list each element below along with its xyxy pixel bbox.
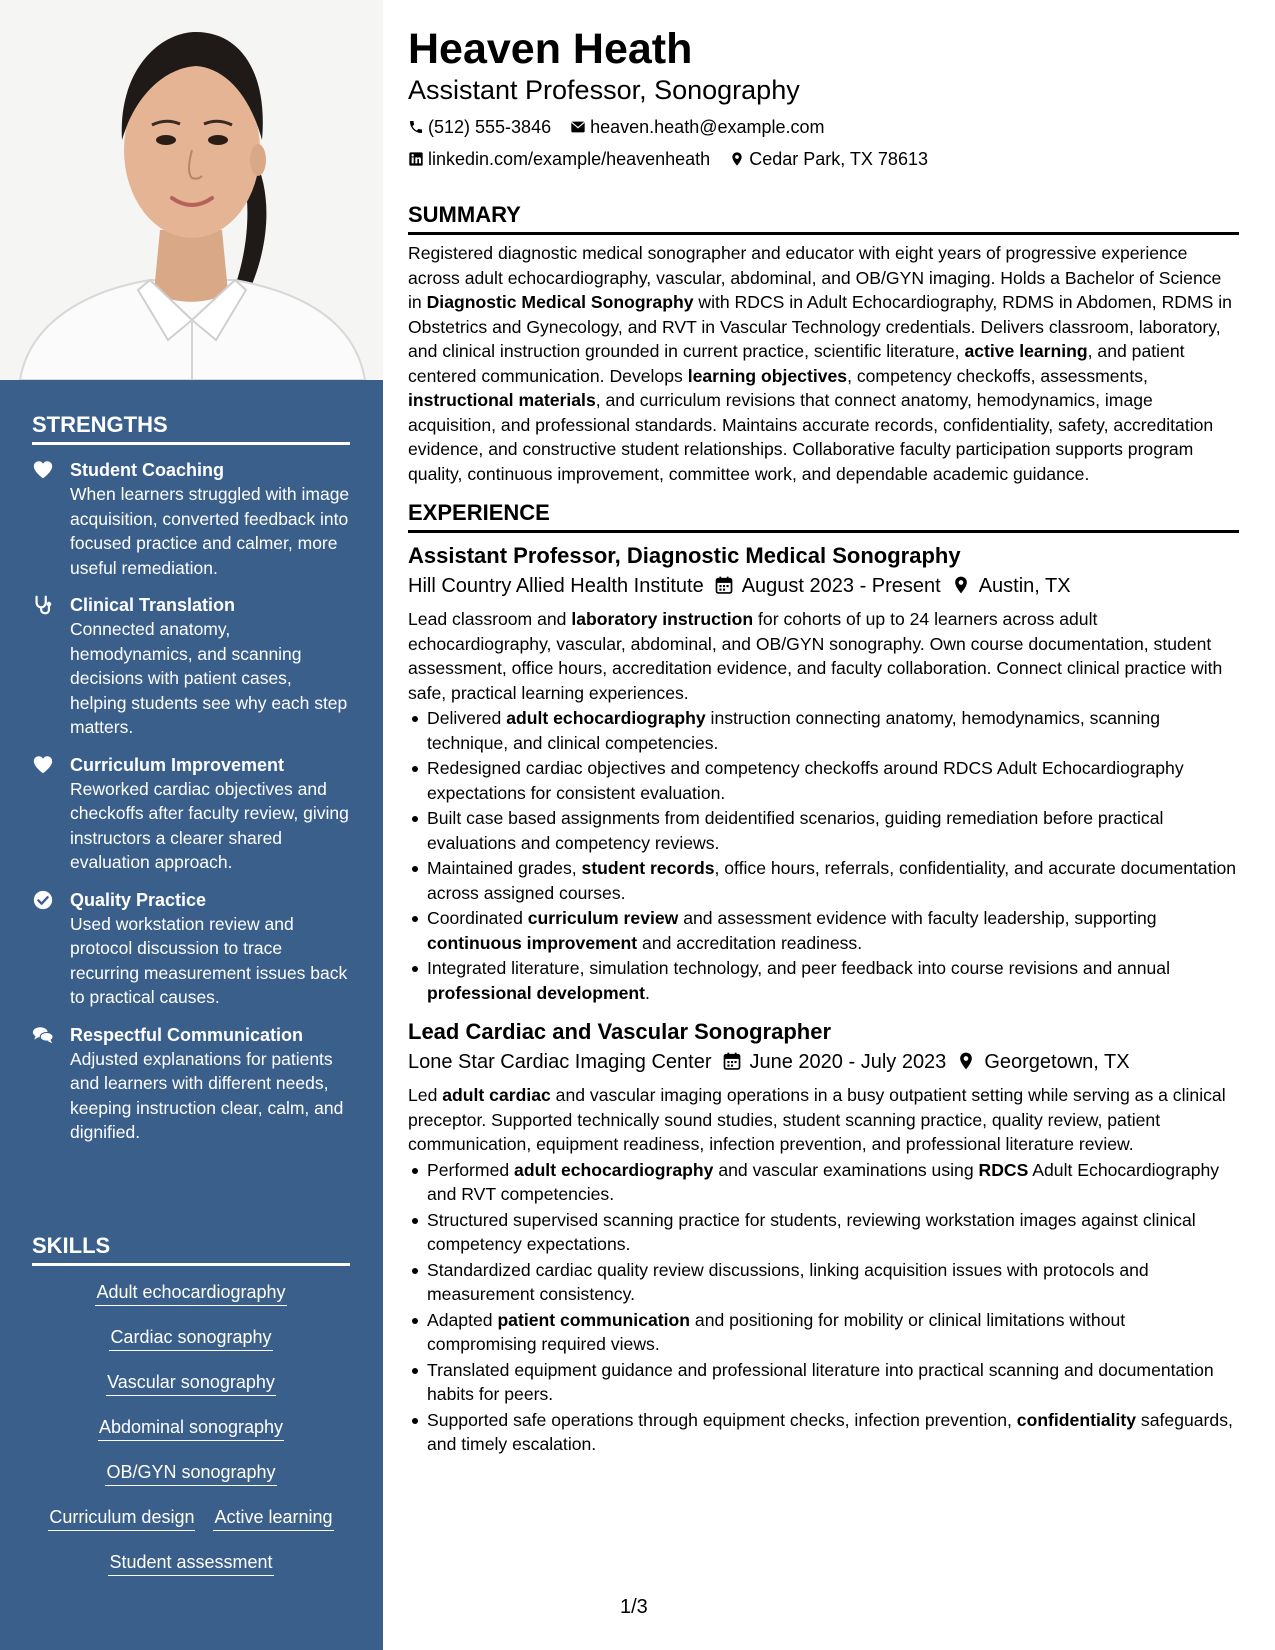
bullet-emphasis: adult echocardiography: [506, 708, 706, 728]
job-description: [408, 607, 1239, 705]
strength-title: Curriculum Improvement: [70, 754, 285, 775]
experience-heading: EXPERIENCE: [408, 500, 1239, 533]
strength-title: Clinical Translation: [70, 595, 236, 615]
map-pin-icon: [956, 1051, 976, 1071]
bullet-text: Structured supervised scanning practice for students, reviewing workstation images against clinical competency expectations.: [427, 1209, 1196, 1254]
strength-item: [32, 458, 350, 580]
bullet-text: Adapted: [427, 1309, 498, 1330]
bullet-text: Built case based assignments from deidentified scenarios, guiding remediation before practical evaluations and competency reviews.: [427, 808, 1164, 853]
summary-emphasis: active learning: [964, 341, 1088, 361]
phone-icon: [408, 119, 424, 135]
bullet-emphasis: confidentiality: [1016, 1409, 1137, 1430]
job-bullets: [408, 1158, 1239, 1457]
bullet-text: Supported safe operations through equipment checks, infection prevention,: [427, 1409, 1017, 1430]
skill-tag: Curriculum design: [48, 1505, 195, 1531]
profile-photo: [0, 0, 383, 380]
bullet-item: [408, 1258, 1239, 1307]
desc-text: and vascular imaging operations in a busy outpatient setting while serving as a clinical preceptor. Supported technically sound studies, student scanning practice, quality review, patient communication, equipment readiness, infection prevention, and professional literature review.: [408, 1085, 1226, 1154]
employer: Hill Country Allied Health Institute: [408, 575, 704, 597]
map-pin-icon: [951, 575, 971, 595]
bullet-text: Delivered: [427, 708, 507, 728]
job-entry: [408, 541, 1239, 1005]
bullet-emphasis: curriculum review: [527, 908, 679, 928]
bullet-item: [408, 1208, 1239, 1257]
job-location: Austin, TX: [978, 575, 1071, 597]
bullet-item: [408, 956, 1239, 1005]
skill-tag: Abdominal sonography: [98, 1415, 284, 1441]
bullet-text: Adult Echocardiography and RVT competencies.: [427, 1159, 1220, 1204]
strength-title: Student Coaching: [70, 460, 224, 480]
skill-tag: Cardiac sonography: [109, 1325, 272, 1351]
desc-text: Lead classroom and: [408, 609, 572, 629]
strength-description: When learners struggled with image acquisition, converted feedback into focused practice and calmer, more useful remediation.: [70, 484, 350, 578]
bullet-text: .: [645, 982, 650, 1003]
check-circle-icon: [32, 889, 54, 911]
strength-item: [32, 593, 350, 740]
comments-icon: [32, 1024, 54, 1046]
strength-title: Respectful Communication: [70, 1024, 304, 1045]
desc-text: for cohorts of up to 24 learners across adult echocardiography, vascular, abdominal, and OB/GYN sonography. Own course documentation, student assessment, office hours, accreditation evidence, and faculty collaboration. Connect clinical practice with safe, practical learning experiences.: [408, 609, 1223, 703]
email-text: heaven.heath@example.com: [590, 117, 825, 137]
desc-text: Led: [408, 1085, 443, 1105]
summary-heading: SUMMARY: [408, 202, 1239, 235]
job-bullets: [408, 706, 1239, 1005]
job-title: Lead Cardiac and Vascular Sonographer: [408, 1019, 832, 1044]
stethoscope-icon: [32, 594, 54, 616]
skill-tag: Student assessment: [108, 1550, 273, 1576]
bullet-text: Coordinated: [427, 908, 528, 928]
bullet-emphasis: professional development: [427, 982, 646, 1003]
main-content: [408, 22, 1239, 1458]
bullet-text: and positioning for mobility or clinical limitations without compromising required views.: [427, 1309, 1126, 1354]
bullet-item: [408, 806, 1239, 855]
strengths-heading: STRENGTHS: [32, 412, 350, 445]
job-meta: [408, 571, 1239, 601]
summary-text: , and curriculum revisions that connect anatomy, hemodynamics, image acquisition, and professional standards. Maintains accurate records, confidentiality, safety, accreditation evidence, and constructive student relationships. Collaborative faculty participation supports program quality, continuous improvement, committee work, and dependable academic guidance.: [408, 390, 1214, 484]
phone-text: (512) 555-3846: [428, 117, 552, 137]
skill-tag: Adult echocardiography: [95, 1280, 286, 1306]
bullet-item: [408, 756, 1239, 805]
bullet-text: instruction connecting anatomy, hemodynamics, scanning technique, and clinical competencies.: [427, 708, 1161, 753]
bullet-item: [408, 1358, 1239, 1407]
summary-text: Registered diagnostic medical sonographer and educator with eight years of progressive experience across adult echocardiography, vascular, abdominal, and OB/GYN imaging. Holds a Bachelor of Science in: [408, 243, 1222, 312]
summary-text: , and patient centered communication. Develops: [408, 341, 1185, 386]
bullet-emphasis: adult echocardiography: [514, 1159, 714, 1180]
calendar-icon: [722, 1051, 742, 1071]
page-number: 1/3: [620, 1596, 648, 1618]
strengths-list: [32, 458, 350, 1158]
heart-icon: [32, 754, 54, 776]
calendar-icon: [714, 575, 734, 595]
job-title: Assistant Professor, Diagnostic Medical Sonography: [408, 543, 961, 568]
skills-list: [32, 1280, 350, 1595]
contact-phone[interactable]: [408, 116, 551, 138]
candidate-title: Assistant Professor, Sonography: [408, 75, 800, 105]
bullet-item: [408, 1308, 1239, 1357]
bullet-text: and assessment evidence with faculty leadership, supporting: [678, 908, 1157, 928]
bullet-text: and accreditation readiness.: [637, 932, 863, 953]
employer: Lone Star Cardiac Imaging Center: [408, 1051, 712, 1073]
bullet-text: , office hours, referrals, confidentiality, and accurate documentation across assigned courses.: [427, 858, 1237, 903]
summary-emphasis: instructional materials: [408, 390, 596, 410]
bullet-item: [408, 1158, 1239, 1207]
bullet-item: [408, 906, 1239, 955]
bullet-text: safeguards, and timely escalation.: [427, 1409, 1233, 1454]
skill-tag: Vascular sonography: [106, 1370, 276, 1396]
skill-tag: Active learning: [213, 1505, 333, 1531]
bullet-item: [408, 856, 1239, 905]
job-meta: [408, 1047, 1239, 1077]
sidebar: [0, 0, 383, 1650]
desc-emphasis: laboratory instruction: [571, 609, 754, 629]
bullet-emphasis: student records: [581, 858, 715, 878]
bullet-text: Integrated literature, simulation technology, and peer feedback into course revisions and annual: [427, 958, 1170, 978]
summary-emphasis: learning objectives: [687, 365, 848, 386]
bullet-item: [408, 1408, 1239, 1457]
strength-description: Reworked cardiac objectives and checkoffs after faculty review, giving instructors a clearer shared evaluation approach.: [70, 778, 349, 872]
strength-title: Quality Practice: [70, 889, 207, 910]
summary-paragraph: [408, 241, 1239, 486]
strength-description: Adjusted explanations for patients and learners with different needs, keeping instruction clear, calm, and dignified.: [70, 1048, 344, 1142]
summary-text: , competency checkoffs, assessments,: [847, 365, 1148, 386]
bullet-emphasis: continuous improvement: [427, 932, 638, 953]
contact-linkedin[interactable]: [408, 148, 710, 170]
linkedin-icon: [408, 151, 424, 167]
job-entry: [408, 1017, 1239, 1457]
bullet-text: and vascular examinations using: [713, 1159, 979, 1180]
bullet-text: Redesigned cardiac objectives and competency checkoffs around RDCS Adult Echocardiography expectations for consistent evaluation.: [427, 758, 1184, 803]
candidate-name: Heaven Heath: [408, 25, 693, 73]
bullet-emphasis: RDCS: [978, 1159, 1029, 1180]
linkedin-text: linkedin.com/example/heavenheath: [428, 149, 711, 169]
portrait-illustration: [0, 0, 383, 380]
strength-description: Used workstation review and protocol discussion to trace recurring measurement issues back to practical causes.: [70, 913, 348, 1007]
summary-text: with RDCS in Adult Echocardiography, RDMS in Abdomen, RDMS in Obstetrics and Gynecology, and RVT in Vascular Technology credentials. Delivers classroom, laboratory, and clinical instruction grounded in current practice, scientific literature,: [408, 292, 1232, 361]
contact-row: [408, 116, 1239, 138]
contact-row: [408, 148, 1239, 170]
job-dates: August 2023 - Present: [741, 575, 941, 597]
contact-email[interactable]: [570, 116, 824, 138]
bullet-emphasis: patient communication: [497, 1309, 691, 1330]
bullet-text: Translated equipment guidance and professional literature into practical scanning and documentation habits for peers.: [427, 1359, 1214, 1404]
bullet-text: Maintained grades,: [427, 858, 582, 878]
bullet-item: [408, 706, 1239, 755]
job-dates: June 2020 - July 2023: [749, 1051, 947, 1073]
envelope-icon: [570, 119, 586, 135]
heart-icon: [32, 459, 54, 481]
job-description: [408, 1083, 1239, 1157]
desc-emphasis: adult cardiac: [442, 1085, 551, 1105]
bullet-text: Performed: [427, 1159, 515, 1180]
bullet-text: Standardized cardiac quality review discussions, linking acquisition issues with protocols and measurement consistency.: [427, 1259, 1149, 1304]
location-text: Cedar Park, TX 78613: [749, 149, 928, 169]
strength-item: [32, 753, 350, 875]
skills-heading: SKILLS: [32, 1233, 350, 1266]
strength-description: Connected anatomy, hemodynamics, and scanning decisions with patient cases, helping students see why each step matters.: [70, 619, 348, 737]
map-pin-icon: [729, 151, 745, 167]
job-location: Georgetown, TX: [984, 1051, 1130, 1073]
skill-tag: OB/GYN sonography: [105, 1460, 276, 1486]
strength-item: [32, 1023, 350, 1145]
contact-location: [729, 148, 928, 170]
summary-emphasis: Diagnostic Medical Sonography: [426, 292, 694, 312]
strength-item: [32, 888, 350, 1010]
